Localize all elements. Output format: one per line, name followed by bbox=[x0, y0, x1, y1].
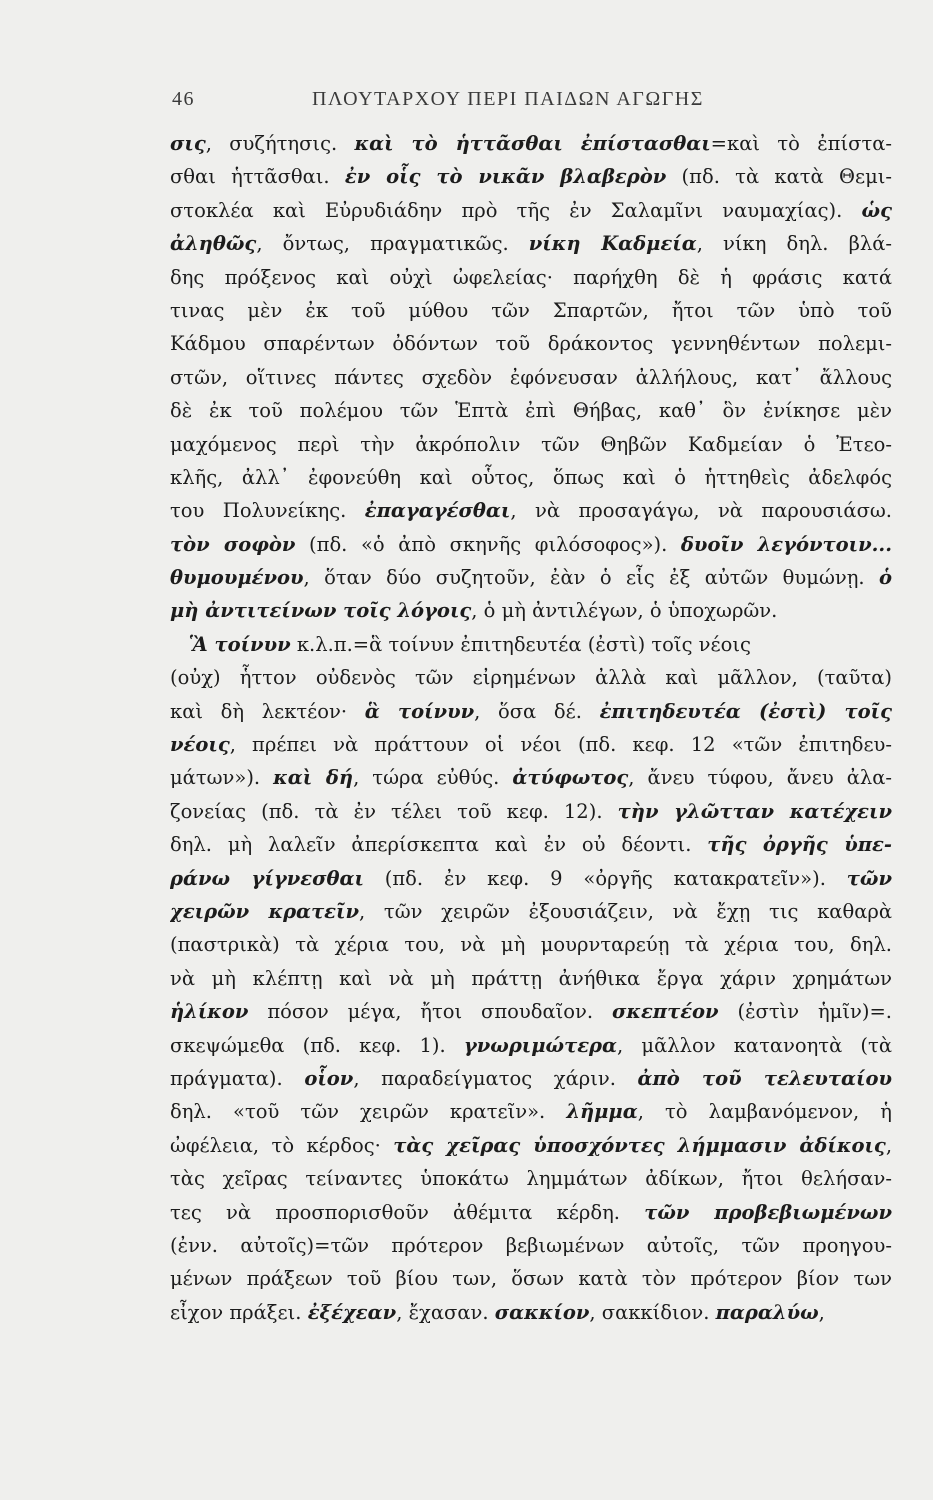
text-line bbox=[170, 995, 892, 1028]
text-run: , τώρα εὐθύς. bbox=[353, 766, 513, 790]
emphasized-term: σκεπτέον bbox=[611, 1000, 719, 1024]
text-run: κλῆς, ἀλλ᾽ ἐφονεύθη καὶ οὗτος, ὅπως καὶ ὁ ἡττηθεὶς ἀδελφός bbox=[170, 465, 892, 489]
emphasized-term: λῆμμα bbox=[566, 1100, 638, 1124]
text-run: τὰς χεῖρας τείναντες ὑποκάτω λημμάτων ἀδίκων, ἤτοι θελήσαν- bbox=[170, 1167, 892, 1191]
emphasized-term: τὸν σοφὸν bbox=[170, 532, 296, 556]
text-line bbox=[170, 728, 892, 761]
text-run: , ὅσα δέ. bbox=[474, 699, 600, 723]
text-line bbox=[170, 361, 892, 394]
text-line bbox=[170, 1129, 892, 1162]
text-line bbox=[170, 695, 892, 728]
emphasized-term: καὶ δή bbox=[273, 766, 354, 790]
text-line bbox=[170, 761, 892, 794]
header-title: ΠΛΟΥΤΑΡΧΟΥ ΠΕΡΙ ΠΑΙΔΩΝ ΑΓΩΓΗΣ bbox=[312, 88, 704, 110]
emphasized-term: ὁ bbox=[878, 566, 892, 590]
emphasized-term: ἀπὸ τοῦ τελευταίου bbox=[637, 1066, 892, 1090]
emphasized-term: τὴν γλῶτταν κατέχειν bbox=[617, 799, 892, 823]
text-line bbox=[170, 661, 892, 694]
text-run: , ὄντως, πραγματικῶς. bbox=[256, 232, 529, 256]
emphasized-term: ἀληθῶς bbox=[170, 232, 257, 256]
text-run: , bbox=[885, 1133, 892, 1157]
text-line bbox=[170, 895, 892, 928]
text-line bbox=[170, 194, 892, 227]
text-line bbox=[170, 1162, 892, 1195]
body-text bbox=[170, 127, 892, 1329]
text-line bbox=[170, 494, 892, 527]
text-run: εἶχον πράξει. bbox=[170, 1300, 308, 1324]
text-line bbox=[170, 1296, 892, 1329]
emphasized-term: σις bbox=[170, 132, 206, 155]
emphasized-term: δυοῖν λεγόντοιν... bbox=[680, 532, 892, 556]
emphasized-term: οἷον bbox=[304, 1066, 354, 1090]
text-line bbox=[170, 962, 892, 995]
text-run: , τὸ λαμβανόμενον, ἡ bbox=[637, 1100, 892, 1124]
text-run: δης πρόξενος καὶ οὐχὶ ὠφελείας· παρήχθη δὲ ἡ φράσις κατά bbox=[170, 265, 892, 289]
text-line bbox=[170, 127, 892, 160]
text-line bbox=[170, 327, 892, 360]
emphasized-term: ἐν οἷς τὸ νικᾶν βλαβερὸν bbox=[344, 165, 667, 189]
text-run: στῶν, οἵτινες πάντες σχεδὸν ἐφόνευσαν ἀλλήλους, κατ᾽ ἄλλους bbox=[170, 365, 892, 389]
text-run: τες νὰ προσπορισθοῦν ἀθέμιτα κέρδη. bbox=[170, 1200, 645, 1224]
text-run: , ἄνευ τύφου, ἄνευ ἀλα- bbox=[628, 766, 892, 790]
text-run: μάτων»). bbox=[170, 766, 274, 790]
text-run: , νίκη δηλ. βλά- bbox=[696, 232, 892, 256]
text-line bbox=[170, 561, 892, 594]
text-run: =καὶ τὸ ἐπίστα- bbox=[710, 132, 892, 155]
text-run: πράγματα). bbox=[170, 1066, 305, 1090]
text-run: τινας μὲν ἐκ τοῦ μύθου τῶν Σπαρτῶν, ἤτοι τῶν ὑπὸ τοῦ bbox=[170, 298, 892, 322]
emphasized-term: τῶν bbox=[846, 866, 892, 890]
emphasized-term: ἐξέχεαν bbox=[307, 1300, 397, 1324]
text-run: , συζήτησις. bbox=[205, 132, 355, 155]
text-line bbox=[170, 1029, 892, 1062]
text-run: , παραδείγματος χάριν. bbox=[353, 1066, 638, 1090]
text-line bbox=[170, 1196, 892, 1229]
text-line bbox=[170, 428, 892, 461]
text-run: , νὰ προσαγάγω, νὰ παρουσιάσω. bbox=[510, 499, 892, 523]
text-run: , ὁ μὴ ἀντιλέγων, ὁ ὑποχωρῶν. bbox=[471, 599, 778, 623]
text-run: (πδ. τὰ κατὰ Θεμι- bbox=[666, 165, 892, 189]
text-run: μαχόμενος περὶ τὴν ἀκρόπολιν τῶν Θηβῶν Καδμείαν ὁ Ἐτεο- bbox=[170, 432, 892, 456]
text-run: στοκλέα καὶ Εὐρυδιάδην πρὸ τῆς ἐν Σαλαμῖνι ναυμαχίας). bbox=[170, 198, 862, 222]
text-run: (οὐχ) ἧττον οὐδενὸς τῶν εἰρημένων ἀλλὰ καὶ μᾶλλον, (ταῦτα) bbox=[170, 666, 892, 690]
text-run: σθαι ἡττᾶσθαι. bbox=[170, 165, 345, 189]
text-run: σκεψώμεθα (πδ. κεφ. 1). bbox=[170, 1033, 464, 1057]
text-run: δηλ. μὴ λαλεῖν ἀπερίσκεπτα καὶ ἐν οὐ δέοντι. bbox=[170, 833, 708, 857]
text-line bbox=[170, 1262, 892, 1295]
text-run: μένων πράξεων τοῦ βίου των, ὅσων κατὰ τὸν πρότερον βίον των bbox=[170, 1267, 892, 1291]
text-run: ὠφέλεια, τὸ κέρδος· bbox=[170, 1133, 394, 1157]
emphasized-term: καὶ τὸ ἡττᾶσθαι ἐπίστασθαι bbox=[354, 132, 711, 155]
text-line bbox=[170, 461, 892, 494]
text-run: (ἐνν. αὐτοῖς)=τῶν πρότερον βεβιωμένων αὐτοῖς, τῶν προηγου- bbox=[170, 1233, 892, 1257]
text-run: (πδ. «ὁ ἀπὸ σκηνῆς φιλόσοφος»). bbox=[295, 532, 681, 556]
text-line bbox=[170, 862, 892, 895]
text-line bbox=[170, 1095, 892, 1128]
emphasized-term: ἀτύφωτος bbox=[512, 766, 629, 790]
page-number: 46 bbox=[172, 88, 195, 110]
text-line bbox=[170, 1229, 892, 1262]
emphasized-term: γνωριμώτερα bbox=[463, 1033, 618, 1057]
emphasized-term: τὰς χεῖρας ὑποσχόντες λήμμασιν ἀδίκοις bbox=[393, 1133, 886, 1157]
emphasized-term: ἐπαγαγέσθαι bbox=[364, 499, 511, 523]
emphasized-term: θυμουμένου bbox=[170, 566, 304, 590]
text-line bbox=[170, 928, 892, 961]
text-run: , σακκίδιον. bbox=[589, 1300, 716, 1324]
emphasized-term: τῶν προβεβιωμένων bbox=[644, 1200, 892, 1224]
text-run: (ἐστὶν ἡμῖν)=. bbox=[718, 1000, 892, 1024]
emphasized-term: ἡλίκον bbox=[170, 1000, 249, 1024]
text-run: δηλ. «τοῦ τῶν χειρῶν κρατεῖν». bbox=[170, 1100, 567, 1124]
emphasized-term: ὡς bbox=[861, 198, 892, 222]
text-run: κ.λ.π.=ἃ τοίνυν ἐπιτηδευτέα (ἐστὶ) τοῖς νέοις bbox=[290, 632, 751, 656]
text-run: (παστρικὰ) τὰ χέρια του, νὰ μὴ μουρνταρεύῃ τὰ χέρια του, δηλ. bbox=[170, 933, 892, 957]
emphasized-term: νέοις bbox=[170, 733, 230, 757]
text-run: , μᾶλλον κατανοητὰ (τὰ bbox=[617, 1033, 892, 1057]
text-run: , πρέπει νὰ πράττουν οἱ νέοι (πδ. κεφ. 12 «τῶν ἐπιτηδευ- bbox=[229, 733, 892, 757]
emphasized-term: παραλύω bbox=[715, 1300, 819, 1324]
text-line bbox=[170, 294, 892, 327]
text-run: Κάδμου σπαρέντων ὀδόντων τοῦ δράκοντος γεννηθέντων πολεμι- bbox=[170, 332, 892, 356]
text-run: ζονείας (πδ. τὰ ἐν τέλει τοῦ κεφ. 12). bbox=[170, 799, 618, 823]
text-run: πόσον μέγα, ἤτοι σπουδαῖον. bbox=[248, 1000, 612, 1024]
text-run: (πδ. ἐν κεφ. 9 «ὀργῆς κατακρατεῖν»). bbox=[363, 866, 847, 890]
text-line bbox=[170, 628, 892, 661]
text-run: καὶ δὴ λεκτέον· bbox=[170, 699, 365, 723]
text-line bbox=[170, 795, 892, 828]
text-line bbox=[170, 528, 892, 561]
emphasized-term: νίκη Καδμεία bbox=[528, 232, 697, 256]
text-run: του Πολυνείκης. bbox=[170, 499, 365, 523]
text-run: , ὅταν δύο συζητοῦν, ἐὰν ὁ εἷς ἐξ αὐτῶν θυμώνῃ. bbox=[303, 566, 879, 590]
text-run: δὲ ἐκ τοῦ πολέμου τῶν Ἑπτὰ ἐπὶ Θήβας, καθ᾽ ὃν ἐνίκησε μὲν bbox=[170, 399, 892, 423]
emphasized-term: ἃ τοίνυν bbox=[364, 699, 475, 723]
text-line bbox=[170, 1062, 892, 1095]
emphasized-term: Ἃ τοίνυν bbox=[188, 632, 291, 656]
emphasized-term: χειρῶν κρατεῖν bbox=[170, 899, 360, 923]
text-run: νὰ μὴ κλέπτῃ καὶ νὰ μὴ πράττῃ ἀνήθικα ἔργα χάριν χρημάτων bbox=[170, 966, 892, 990]
text-line bbox=[170, 227, 892, 260]
emphasized-term: σακκίον bbox=[494, 1300, 590, 1324]
text-run: , bbox=[818, 1300, 825, 1324]
emphasized-term: ράνω γίγνεσθαι bbox=[170, 866, 364, 890]
text-line bbox=[170, 160, 892, 193]
text-run bbox=[170, 633, 189, 656]
text-line bbox=[170, 594, 892, 627]
text-line bbox=[170, 394, 892, 427]
emphasized-term: μὴ ἀντιτείνων τοῖς λόγοις bbox=[170, 599, 472, 623]
text-run: , ἔχασαν. bbox=[396, 1300, 495, 1324]
emphasized-term: τῆς ὀργῆς ὑπε- bbox=[707, 833, 892, 857]
text-line bbox=[170, 828, 892, 861]
emphasized-term: ἐπιτηδευτέα (ἐστὶ) τοῖς bbox=[599, 699, 892, 723]
text-line bbox=[170, 261, 892, 294]
text-run: , τῶν χειρῶν ἐξουσιάζειν, νὰ ἔχῃ τις καθαρὰ bbox=[359, 899, 892, 923]
